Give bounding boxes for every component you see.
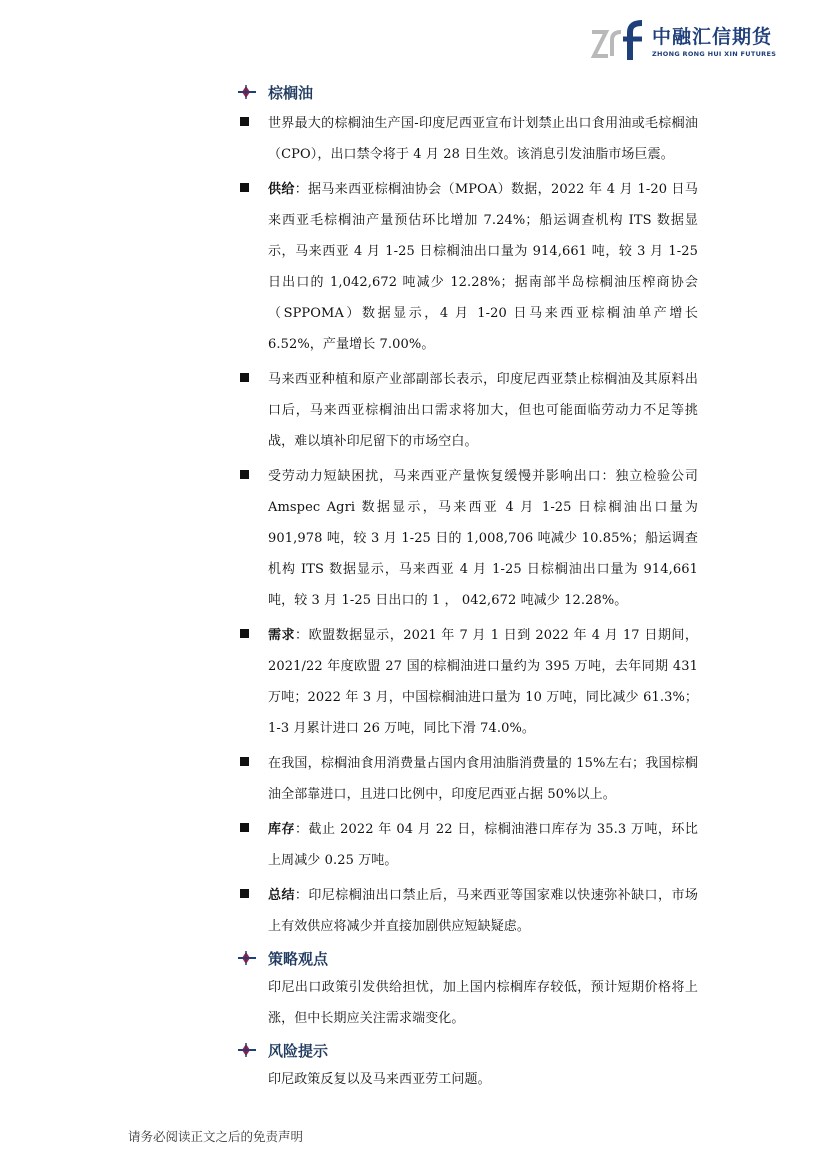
bullet-square-icon — [240, 629, 249, 638]
strategy-paragraph — [238, 972, 698, 1034]
zrf-logo-icon — [590, 20, 648, 62]
bullet-item — [238, 174, 698, 360]
diamond-marker-icon — [238, 1043, 258, 1057]
section-palm-oil — [238, 78, 698, 106]
bullet-square-icon — [240, 183, 249, 192]
logo-english-name: ZHONG RONG HUI XIN FUTURES — [652, 50, 777, 58]
bullet-square-icon — [240, 117, 249, 126]
risk-paragraph — [238, 1064, 698, 1095]
bullet-text: ：印尼棕榈油出口禁止后，马来西亚等国家难以快速弥补缺口，市场上有效供应将减少并直接加剧供应短缺疑虑。 — [268, 888, 698, 934]
diamond-marker-icon — [238, 85, 258, 99]
bullet-text: 在我国，棕榈油食用消费量占国内食用油脂消费量的 15%左右；我国棕榈油全部靠进口，且进口比例中，印度尼西亚占据 50%以上。 — [268, 756, 698, 802]
report-body — [238, 78, 698, 1095]
diamond-marker-icon — [238, 951, 258, 965]
bullet-square-icon — [240, 470, 249, 479]
bullet-lead: 需求 — [268, 628, 296, 643]
bullet-square-icon — [240, 889, 249, 898]
bullet-item — [238, 461, 698, 616]
bullet-text: 受劳动力短缺困扰，马来西亚产量恢复缓慢并影响出口：独立检验公司 Amspec Agri 数据显示，马来西亚 4 月 1-25 日棕榈油出口量为 901,978 吨，较 3 月 1-25 日的 1,008,706 吨减少 10.85%；船运调查机构 ITS 数据显示，马来西亚 4 月 1-25 日棕榈油出口量为 914,661 吨，较 3 月 1-25 日出口的 1 ， 042,672 吨减少 12.28%。 — [268, 469, 698, 608]
bullet-square-icon — [240, 757, 249, 766]
bullet-text: ：据马来西亚棕榈油协会（MPOA）数据，2022 年 4 月 1-20 日马来西亚毛棕榈油产量预估环比增加 7.24%；船运调查机构 ITS 数据显示，马来西亚 4 月 1-25 日棕榈油出口量为 914,661 吨，较 3 月 1-25 日出口的 1,042,672 吨减少 12.28%；据南部半岛棕榈油压榨商协会（SPPOMA）数据显示，4 月 1-20 日马来西亚棕榈油单产增长 6.52%，产量增长 7.00%。 — [268, 182, 698, 352]
bullet-text: 世界最大的棕榈油生产国-印度尼西亚宣布计划禁止出口食用油或毛棕榈油（CPO），出口禁令将于 4 月 28 日生效。该消息引发油脂市场巨震。 — [268, 116, 698, 162]
section-risk — [238, 1036, 698, 1064]
company-logo — [590, 18, 780, 64]
logo-chinese-name: 中融汇信期货 — [652, 26, 773, 48]
section-title: 棕榈油 — [268, 83, 314, 102]
bullet-text: 马来西亚种植和原产业部副部长表示，印度尼西亚禁止棕榈油及其原料出口后，马来西亚棕榈油出口需求将加大，但也可能面临劳动力不足等挑战，难以填补印尼留下的市场空白。 — [268, 372, 698, 449]
bullet-square-icon — [240, 823, 249, 832]
bullet-text: ：截止 2022 年 04 月 22 日，棕榈油港口库存为 35.3 万吨，环比上周减少 0.25 万吨。 — [268, 822, 699, 868]
strategy-text: 印尼出口政策引发供给担忧，加上国内棕榈库存较低，预计短期价格将上涨，但中长期应关注需求端变化。 — [268, 980, 698, 1026]
bullet-lead: 库存 — [268, 822, 296, 837]
bullet-square-icon — [240, 373, 249, 382]
bullet-text: ：欧盟数据显示，2021 年 7 月 1 日到 2022 年 4 月 17 日期间，2021/22 年度欧盟 27 国的棕榈油进口量约为 395 万吨，去年同期 431 万吨；2022 年 3 月，中国棕榈油进口量为 10 万吨，同比减少 61.3%；1-3 月累计进口 26 万吨，同比下滑 74.0%。 — [268, 628, 698, 736]
bullet-item — [238, 880, 698, 942]
bullet-lead: 供给 — [268, 182, 295, 197]
section-title: 策略观点 — [268, 949, 329, 968]
bullet-item — [238, 364, 698, 457]
bullet-item — [238, 108, 698, 170]
bullet-item — [238, 748, 698, 810]
section-strategy — [238, 944, 698, 972]
section-title: 风险提示 — [268, 1041, 329, 1060]
bullet-item — [238, 620, 698, 744]
bullet-lead: 总结 — [268, 888, 295, 903]
disclaimer-note: 请务必阅读正文之后的免责声明 — [128, 1129, 304, 1144]
risk-text: 印尼政策反复以及马来西亚劳工问题。 — [268, 1072, 491, 1087]
bullet-item — [238, 814, 698, 876]
